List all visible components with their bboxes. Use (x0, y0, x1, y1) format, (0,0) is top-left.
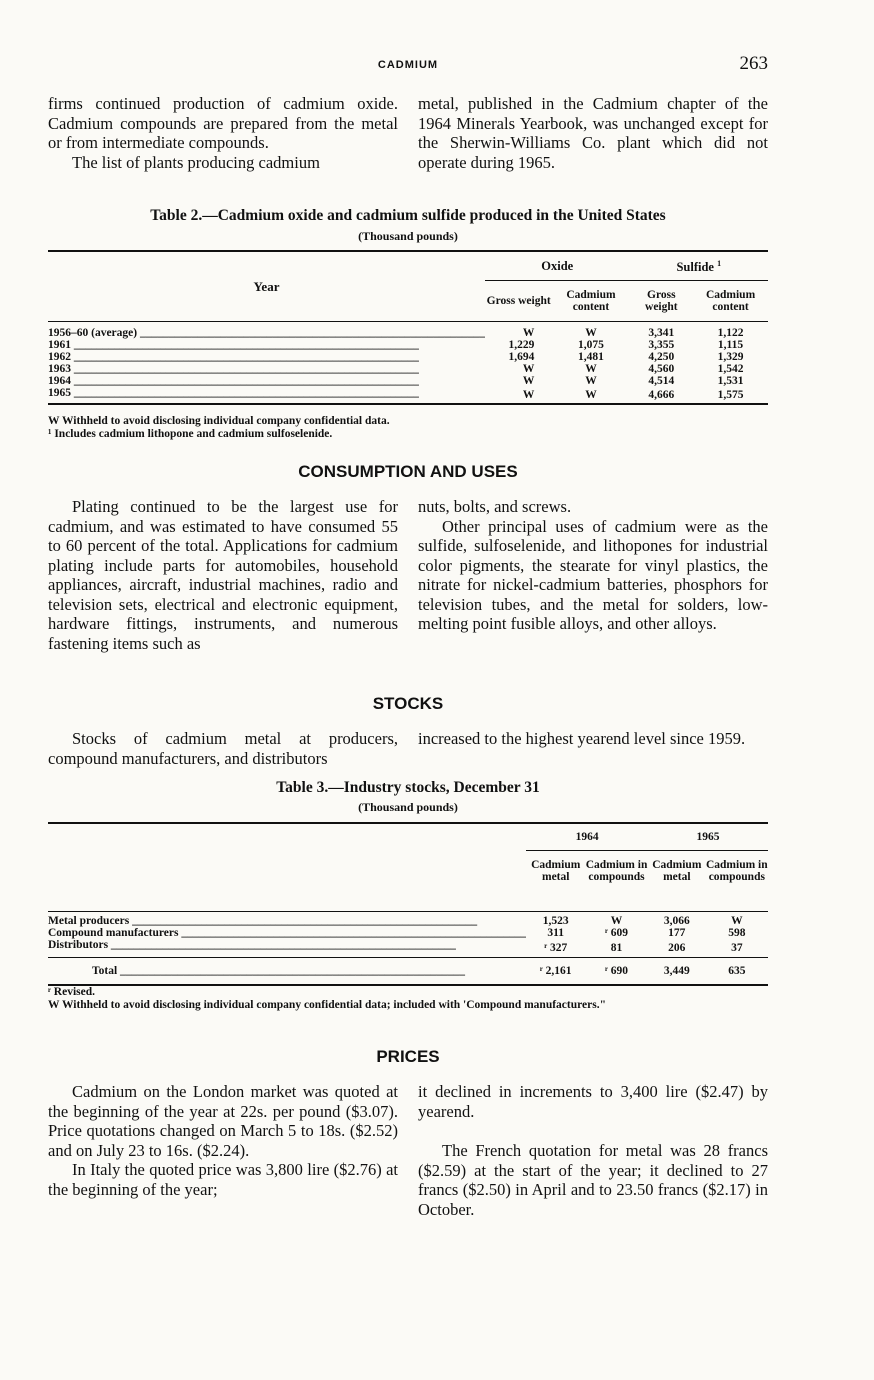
table-cell: 1962 ____________________________________________________________ (48, 351, 419, 363)
table3-footnotes (48, 986, 768, 1011)
table-row (48, 915, 768, 927)
table3-col-metal: Cadmium metal (648, 851, 706, 912)
prices-left-column (48, 1082, 398, 1219)
table-cell: W (585, 389, 597, 401)
table2-units: (Thousand pounds) (358, 229, 458, 243)
table-row (48, 351, 768, 363)
table-cell: 206 (668, 942, 686, 954)
footnote: W Withheld to avoid disclosing individual company confidential data; included with 'Compound manufacturers." (48, 998, 606, 1011)
table2-group-sulfide (630, 251, 768, 281)
table-cell: 3,449 (648, 958, 706, 986)
intro-left-column (48, 94, 398, 172)
table-cell: Compound manufacturers ____________________________________________________________ (48, 927, 527, 939)
table-cell: 37 (731, 942, 743, 954)
table-cell: 4,666 (648, 389, 675, 401)
table-cell: W (522, 327, 535, 339)
consumption-left-column (48, 497, 398, 653)
table-cell: 1,575 (717, 389, 744, 401)
consumption-right-column (418, 497, 768, 653)
paragraph: The list of plants producing cadmium (72, 152, 320, 172)
table3-year-1964: 1964 (575, 831, 599, 843)
table3-title: Table 3.—Industry stocks, December 31 (276, 779, 540, 796)
table-cell: 1,115 (717, 339, 744, 351)
table-row (48, 339, 768, 351)
paragraph: Cadmium on the London market was quoted at the beginning of the year at 22s. per pound ($3.07). Price quotations changed on March 5 to 18s. ($2.52) and on July 23 to 16s. ($2.24). (48, 1082, 398, 1160)
table-cell: 1963 ____________________________________________________________ (48, 363, 419, 375)
table-cell: W (585, 327, 597, 339)
table-cell: Total ____________________________________________________________ (48, 958, 526, 986)
table-cell: 1,694 (508, 351, 535, 363)
table-cell: 177 (668, 927, 686, 939)
table-cell: 3,355 (648, 339, 675, 351)
paragraph: Plating continued to be the largest use for cadmium, and was estimated to have consumed 55 to 60 percent of the total. Applications for cadmium plating include parts for automobiles, household appliances, aircraft, industrial machines, radio and television sets, electrical and electronic equipment, hardware fittings, instruments, and numerous fastening items such as (48, 497, 398, 653)
running-title: CADMIUM (377, 59, 439, 71)
paragraph: Other principal uses of cadmium were as the sulfide, sulfoselenide, and lithopones for industrial color pigments, the stearate for vinyl plastics, the nitrate for nickel-cadmium batteries, phosphors for television tubes, and the metal for solders, low-melting point fusible alloys, and other alloys. (418, 516, 768, 633)
prices-right-column (418, 1082, 768, 1219)
table3-col-compounds: Cadmium in compounds (706, 851, 768, 912)
table-cell: 311 (547, 927, 565, 939)
table-cell: 1,531 (717, 375, 744, 387)
section-heading-stocks: STOCKS (372, 694, 444, 713)
intro-right-column (418, 94, 768, 172)
intro-columns (48, 94, 768, 172)
table-cell: 1961 ____________________________________________________________ (48, 339, 419, 351)
prices-columns (48, 1082, 768, 1219)
table3 (48, 822, 768, 986)
table-cell: W (585, 375, 597, 387)
table2-year-header: Year (253, 278, 280, 294)
table-cell: 1,481 (578, 351, 604, 363)
table-cell: W (610, 915, 623, 927)
table-cell: 4,514 (648, 375, 675, 387)
table-cell: 1956–60 (average) ____________________________________________________________ (48, 327, 485, 339)
paragraph: firms continued production of cadmium oxide. Cadmium compounds are prepared from the metal or from intermediate compounds. (48, 94, 398, 152)
table-cell: 3,341 (648, 327, 675, 339)
table-cell: Metal producers ____________________________________________________________ (48, 915, 478, 927)
table-cell: 4,250 (648, 351, 675, 363)
table2-footnotes (48, 415, 768, 440)
group-label: Sulfide (676, 260, 714, 275)
table2 (48, 250, 768, 405)
section-heading-consumption: CONSUMPTION AND USES (298, 462, 518, 481)
table-cell: W (585, 363, 597, 375)
table-row (48, 387, 768, 404)
table3-units: (Thousand pounds) (358, 800, 458, 814)
table-cell: 81 (610, 942, 623, 954)
table-cell: 4,560 (648, 363, 675, 375)
table-row-total (48, 958, 768, 986)
table-cell: W (522, 363, 535, 375)
table-cell: W (522, 375, 535, 387)
paragraph: it declined in increments to 3,400 lire ($2.47) by yearend. (418, 1082, 768, 1121)
table-cell: 635 (706, 958, 768, 986)
table-row (48, 939, 768, 958)
table-cell: 1964 ____________________________________________________________ (48, 375, 419, 387)
table-cell: 1965 ____________________________________________________________ (48, 387, 419, 399)
table-cell: 1,542 (717, 363, 744, 375)
consumption-columns (48, 497, 768, 653)
paragraph: The French quotation for metal was 28 francs ($2.59) at the start of the year; it declined to 27 francs ($2.50) in April and to 23.50 francs ($2.17) in October. (418, 1141, 768, 1219)
table-row (48, 927, 768, 939)
page-number: 263 (739, 53, 768, 74)
table3-year-1965: 1965 (696, 831, 720, 843)
table-cell: W (522, 389, 535, 401)
stocks-right-column (418, 729, 768, 768)
table2-col-gross-weight: Gross weight (485, 281, 552, 322)
table-cell: ʳ 609 (605, 927, 629, 939)
table-cell: ʳ 2,161 (526, 958, 585, 986)
table2-col-cadmium-content: Cadmium content (552, 281, 629, 322)
table3-col-compounds: Cadmium in compounds (585, 851, 648, 912)
table-row (48, 375, 768, 387)
footnote: W Withheld to avoid disclosing individual company confidential data. (48, 415, 390, 427)
table2-group-oxide: Oxide (541, 259, 574, 273)
table-cell: 1,229 (508, 339, 535, 351)
table-cell: 1,122 (717, 327, 744, 339)
stocks-columns (48, 729, 768, 768)
table-cell: 1,329 (717, 351, 744, 363)
table2-col-gross-weight: Gross weight (630, 281, 694, 322)
footnote-mark: 1 (717, 259, 722, 269)
table-cell: 1,075 (578, 339, 604, 351)
paragraph: nuts, bolts, and screws. (418, 497, 572, 516)
stocks-left-column (48, 729, 398, 768)
table-cell: Distributors ____________________________________________________________ (48, 939, 456, 951)
table-cell: ʳ 690 (585, 958, 648, 986)
table2-col-cadmium-content: Cadmium content (693, 281, 768, 322)
table-cell: 3,066 (663, 915, 690, 927)
table2-title: Table 2.—Cadmium oxide and cadmium sulfide produced in the United States (150, 207, 666, 224)
table-cell: W (731, 915, 743, 927)
paragraph: increased to the highest yearend level since 1959. (418, 729, 746, 748)
footnote: ʳ Revised. (48, 986, 96, 998)
table-cell: ʳ 327 (544, 942, 568, 954)
paragraph: Stocks of cadmium metal at producers, compound manufacturers, and distributors (48, 729, 398, 768)
footnote: ¹ Includes cadmium lithopone and cadmium sulfoselenide. (48, 427, 333, 440)
table-row (48, 363, 768, 375)
paragraph: metal, published in the Cadmium chapter of the 1964 Minerals Yearbook, was unchanged except for the Sherwin-Williams Co. plant which did not operate during 1965. (418, 94, 768, 172)
paragraph: In Italy the quoted price was 3,800 lire ($2.76) at the beginning of the year; (48, 1160, 398, 1199)
table3-col-metal: Cadmium metal (526, 851, 585, 912)
table-cell: 1,523 (542, 915, 569, 927)
section-heading-prices: PRICES (376, 1047, 440, 1066)
running-head (48, 55, 768, 77)
table-cell: 598 (728, 927, 746, 939)
table-row (48, 327, 768, 339)
